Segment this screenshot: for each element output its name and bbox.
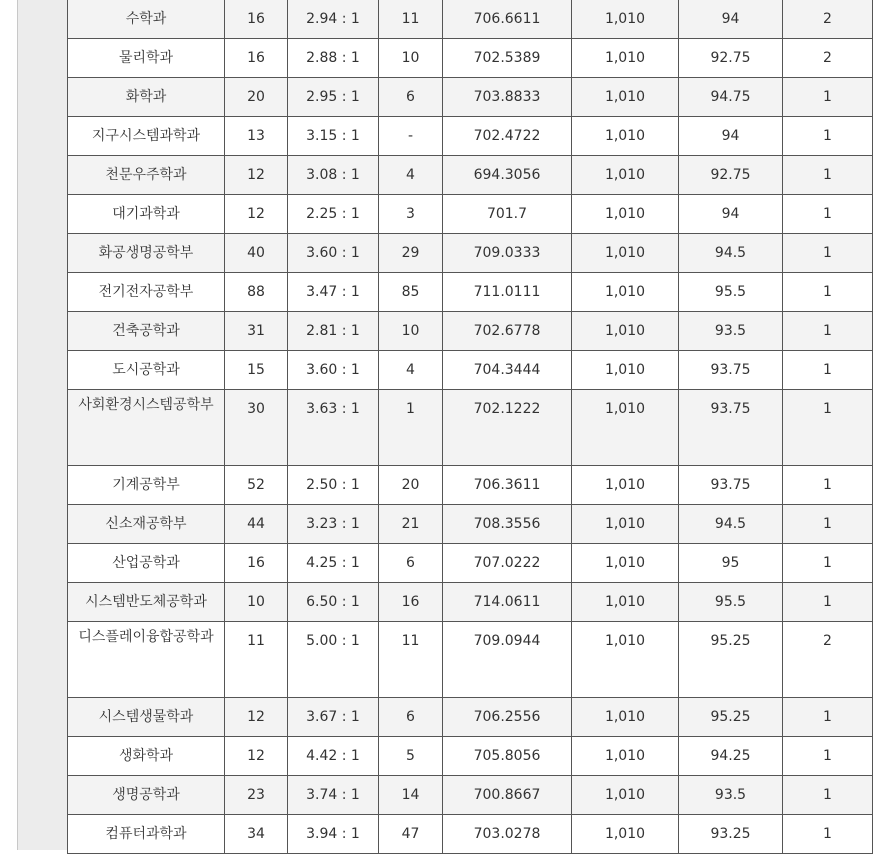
waitlist-cell: 3 [379,195,443,234]
dept-cell: 물리학과 [68,39,225,78]
max-score-cell: 1,010 [572,583,679,622]
max-score-cell: 1,010 [572,312,679,351]
quota-cell: 12 [225,195,288,234]
max-score-cell: 1,010 [572,505,679,544]
percentile-cell: 95.25 [679,622,783,698]
dept-cell: 수학과 [68,0,225,39]
max-score-cell: 1,010 [572,234,679,273]
percentile-cell: 95.5 [679,583,783,622]
waitlist-cell: 4 [379,351,443,390]
ratio-cell: 3.67 : 1 [288,698,379,737]
max-score-cell: 1,010 [572,698,679,737]
quota-cell: 11 [225,622,288,698]
grade-cell: 1 [783,776,873,815]
max-score-cell: 1,010 [572,466,679,505]
grade-cell: 1 [783,544,873,583]
left-gutter [18,0,67,850]
grade-cell: 1 [783,156,873,195]
grade-cell: 2 [783,622,873,698]
max-score-cell: 1,010 [572,117,679,156]
waitlist-cell: 6 [379,78,443,117]
quota-cell: 88 [225,273,288,312]
quota-cell: 44 [225,505,288,544]
score-cell: 701.7 [443,195,572,234]
dept-cell: 지구시스템과학과 [68,117,225,156]
waitlist-cell: 20 [379,466,443,505]
dept-cell: 도시공학과 [68,351,225,390]
waitlist-cell: 29 [379,234,443,273]
waitlist-cell: 21 [379,505,443,544]
ratio-cell: 3.15 : 1 [288,117,379,156]
max-score-cell: 1,010 [572,195,679,234]
waitlist-cell: 10 [379,312,443,351]
score-cell: 707.0222 [443,544,572,583]
quota-cell: 12 [225,156,288,195]
grade-cell: 1 [783,737,873,776]
max-score-cell: 1,010 [572,622,679,698]
percentile-cell: 94 [679,117,783,156]
dept-cell: 산업공학과 [68,544,225,583]
dept-cell: 기계공학부 [68,466,225,505]
dept-cell: 생명공학과 [68,776,225,815]
grade-cell: 1 [783,312,873,351]
grade-cell: 1 [783,273,873,312]
max-score-cell: 1,010 [572,544,679,583]
quota-cell: 34 [225,815,288,854]
ratio-cell: 5.00 : 1 [288,622,379,698]
max-score-cell: 1,010 [572,776,679,815]
quota-cell: 15 [225,351,288,390]
ratio-cell: 3.47 : 1 [288,273,379,312]
max-score-cell: 1,010 [572,78,679,117]
score-cell: 702.4722 [443,117,572,156]
score-cell: 703.0278 [443,815,572,854]
waitlist-cell: 10 [379,39,443,78]
percentile-cell: 94.5 [679,234,783,273]
max-score-cell: 1,010 [572,815,679,854]
ratio-cell: 3.08 : 1 [288,156,379,195]
percentile-cell: 94.75 [679,78,783,117]
table-row [68,815,873,854]
waitlist-cell: 11 [379,0,443,39]
waitlist-cell: 14 [379,776,443,815]
score-cell: 704.3444 [443,351,572,390]
grade-cell: 1 [783,815,873,854]
table-row [68,0,873,39]
ratio-cell: 4.42 : 1 [288,737,379,776]
score-cell: 702.1222 [443,390,572,466]
max-score-cell: 1,010 [572,39,679,78]
waitlist-cell: 1 [379,390,443,466]
dept-cell: 시스템생물학과 [68,698,225,737]
waitlist-cell: 47 [379,815,443,854]
percentile-cell: 95.25 [679,698,783,737]
score-cell: 714.0611 [443,583,572,622]
quota-cell: 16 [225,39,288,78]
dept-cell: 디스플레이융합공학과 [68,622,225,698]
ratio-cell: 2.95 : 1 [288,78,379,117]
waitlist-cell: 16 [379,583,443,622]
score-cell: 705.8056 [443,737,572,776]
percentile-cell: 93.5 [679,312,783,351]
table-row [68,351,873,390]
dept-cell: 화공생명공학부 [68,234,225,273]
percentile-cell: 93.75 [679,466,783,505]
dept-cell: 천문우주학과 [68,156,225,195]
percentile-cell: 95 [679,544,783,583]
score-cell: 702.5389 [443,39,572,78]
percentile-cell: 93.5 [679,776,783,815]
grade-cell: 1 [783,78,873,117]
table-row [68,466,873,505]
grade-cell: 2 [783,0,873,39]
ratio-cell: 2.50 : 1 [288,466,379,505]
quota-cell: 16 [225,544,288,583]
dept-cell: 전기전자공학부 [68,273,225,312]
grade-cell: 1 [783,234,873,273]
waitlist-cell: 4 [379,156,443,195]
max-score-cell: 1,010 [572,0,679,39]
score-cell: 709.0944 [443,622,572,698]
score-cell: 706.6611 [443,0,572,39]
dept-cell: 시스템반도체공학과 [68,583,225,622]
percentile-cell: 94.5 [679,505,783,544]
grade-cell: 1 [783,351,873,390]
quota-cell: 12 [225,737,288,776]
ratio-cell: 3.60 : 1 [288,234,379,273]
percentile-cell: 93.75 [679,351,783,390]
table-row [68,390,873,466]
quota-cell: 40 [225,234,288,273]
admission-results-table [67,0,873,854]
score-cell: 711.0111 [443,273,572,312]
percentile-cell: 94.25 [679,737,783,776]
table-row [68,117,873,156]
percentile-cell: 92.75 [679,156,783,195]
ratio-cell: 3.60 : 1 [288,351,379,390]
quota-cell: 10 [225,583,288,622]
table-row [68,583,873,622]
table-row [68,622,873,698]
percentile-cell: 94 [679,0,783,39]
grade-cell: 1 [783,466,873,505]
dept-cell: 대기과학과 [68,195,225,234]
dept-cell: 화학과 [68,78,225,117]
score-cell: 700.8667 [443,776,572,815]
score-cell: 702.6778 [443,312,572,351]
max-score-cell: 1,010 [572,273,679,312]
grade-cell: 1 [783,117,873,156]
max-score-cell: 1,010 [572,351,679,390]
table-row [68,698,873,737]
grade-cell: 1 [783,390,873,466]
ratio-cell: 2.81 : 1 [288,312,379,351]
table-row [68,156,873,195]
ratio-cell: 3.94 : 1 [288,815,379,854]
max-score-cell: 1,010 [572,390,679,466]
dept-cell: 생화학과 [68,737,225,776]
score-cell: 694.3056 [443,156,572,195]
quota-cell: 12 [225,698,288,737]
ratio-cell: 2.94 : 1 [288,0,379,39]
quota-cell: 16 [225,0,288,39]
score-cell: 709.0333 [443,234,572,273]
table-row [68,776,873,815]
max-score-cell: 1,010 [572,737,679,776]
table-row [68,195,873,234]
ratio-cell: 2.25 : 1 [288,195,379,234]
waitlist-cell: 6 [379,544,443,583]
waitlist-cell: 6 [379,698,443,737]
grade-cell: 1 [783,698,873,737]
quota-cell: 23 [225,776,288,815]
percentile-cell: 92.75 [679,39,783,78]
dept-cell: 사회환경시스템공학부 [68,390,225,466]
percentile-cell: 93.75 [679,390,783,466]
grade-cell: 1 [783,583,873,622]
grade-cell: 1 [783,195,873,234]
dept-cell: 건축공학과 [68,312,225,351]
ratio-cell: 6.50 : 1 [288,583,379,622]
ratio-cell: 3.63 : 1 [288,390,379,466]
dept-cell: 신소재공학부 [68,505,225,544]
waitlist-cell: 85 [379,273,443,312]
waitlist-cell: - [379,117,443,156]
grade-cell: 1 [783,505,873,544]
max-score-cell: 1,010 [572,156,679,195]
quota-cell: 13 [225,117,288,156]
ratio-cell: 4.25 : 1 [288,544,379,583]
table-row [68,39,873,78]
percentile-cell: 94 [679,195,783,234]
ratio-cell: 2.88 : 1 [288,39,379,78]
percentile-cell: 95.5 [679,273,783,312]
quota-cell: 20 [225,78,288,117]
table-row [68,234,873,273]
score-cell: 706.3611 [443,466,572,505]
dept-cell: 컴퓨터과학과 [68,815,225,854]
score-cell: 706.2556 [443,698,572,737]
table-row [68,273,873,312]
score-cell: 703.8833 [443,78,572,117]
table-row [68,737,873,776]
grade-cell: 2 [783,39,873,78]
score-cell: 708.3556 [443,505,572,544]
table-row [68,78,873,117]
table-row [68,544,873,583]
table-body [68,0,873,854]
left-rail [0,0,18,850]
ratio-cell: 3.23 : 1 [288,505,379,544]
table-row [68,312,873,351]
percentile-cell: 93.25 [679,815,783,854]
ratio-cell: 3.74 : 1 [288,776,379,815]
waitlist-cell: 5 [379,737,443,776]
waitlist-cell: 11 [379,622,443,698]
quota-cell: 30 [225,390,288,466]
quota-cell: 52 [225,466,288,505]
table-row [68,505,873,544]
quota-cell: 31 [225,312,288,351]
